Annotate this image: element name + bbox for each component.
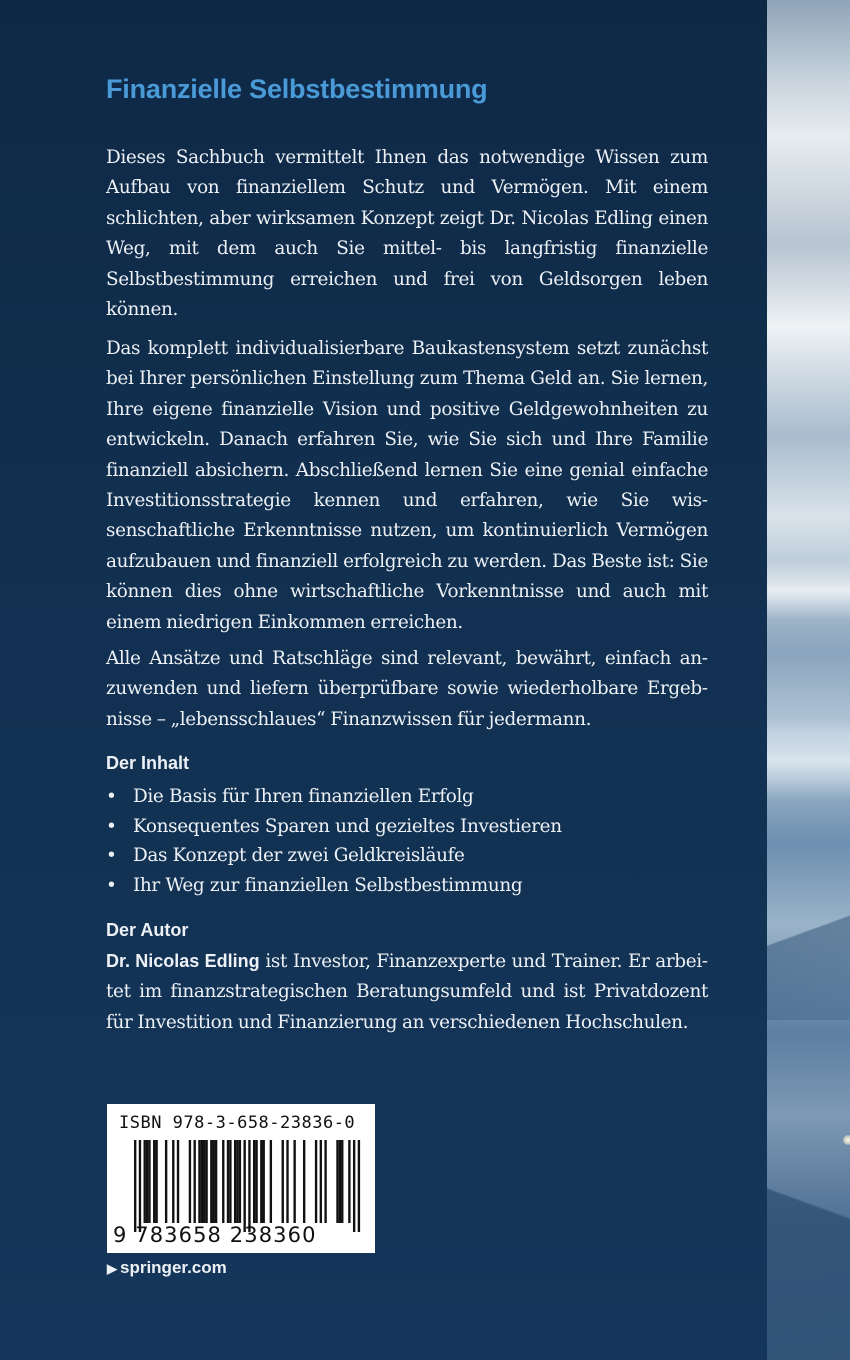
contents-item: • Konsequentes Sparen und gezieltes Investieren <box>106 812 708 842</box>
book-title: Finanzielle Selbstbestimmung <box>106 74 488 104</box>
barcode-bar <box>165 1140 167 1223</box>
barcode-bar <box>201 1140 203 1223</box>
barcode-bar <box>253 1140 255 1223</box>
author-bio <box>106 946 708 1038</box>
barcode-bar <box>222 1140 224 1223</box>
barcode-bar <box>236 1140 238 1223</box>
barcode-bar <box>234 1140 236 1223</box>
isbn-barcode <box>107 1104 375 1253</box>
barcode-bar <box>341 1140 343 1223</box>
barcode-bar <box>177 1140 179 1223</box>
publisher-url: springer.com <box>120 1258 227 1277</box>
barcode-bar <box>144 1140 146 1223</box>
bullet-icon: • <box>106 845 117 866</box>
author-bio-text: ist Investor, Finanzexperte und Trainer. Er arbeitet im finanzstrategischen Beratungsumfeld und ist Privatdozent für Investition und Finanzierung an verschiedenen Hochschulen. <box>106 951 708 1033</box>
barcode-bar <box>229 1140 231 1223</box>
barcode-bar <box>210 1140 212 1223</box>
barcode-bar <box>282 1140 284 1223</box>
barcode-bar <box>194 1140 196 1223</box>
contents-item: • Ihr Weg zur finanziellen Selbstbestimmung <box>106 871 708 901</box>
barcode-bar <box>172 1140 174 1223</box>
barcode-bar <box>205 1140 207 1223</box>
barcode-bar <box>134 1140 136 1232</box>
barcode-bar <box>243 1140 245 1232</box>
fog-layer <box>767 560 850 620</box>
barcode-bar <box>353 1140 355 1232</box>
barcode-bar <box>198 1140 200 1223</box>
contents-heading: Der Inhalt <box>106 753 190 773</box>
fog-layer <box>767 720 850 800</box>
barcode-bar <box>227 1140 229 1223</box>
barcode-bar <box>248 1140 250 1232</box>
barcode-bar <box>270 1140 272 1223</box>
barcode-bar <box>286 1140 288 1223</box>
barcode-bar <box>263 1140 265 1223</box>
isbn-label: ISBN 978-3-658-23836-0 <box>119 1113 356 1133</box>
blurb-paragraph-1: Dieses Sachbuch vermittelt Ihnen das notwendige Wissen zum Aufbau von finanziellem Schutz und Vermögen. Mit einem schlichten, aber wirksamen Konzept zeigt Dr. Nicolas Edling einen Weg, mit dem auch Sie mittel- bis langfristig finanzielle Selbstbestimmung erreichen und frei von Geldsorgen leben können. <box>106 147 708 321</box>
barcode-bar <box>155 1140 157 1223</box>
barcode-bar <box>189 1140 191 1223</box>
barcode-bar <box>315 1140 317 1223</box>
barcode-bar <box>339 1140 341 1223</box>
barcode-bar <box>153 1140 155 1223</box>
barcode-bar <box>324 1140 326 1223</box>
barcode-bar <box>213 1140 215 1223</box>
contents-item: • Das Konzept der zwei Geldkreisläufe <box>106 841 708 871</box>
author-name: Dr. Nicolas Edling <box>106 951 260 971</box>
barcode-bar <box>348 1140 350 1223</box>
sun-glow <box>843 1135 850 1145</box>
barcode-bar <box>260 1140 262 1223</box>
barcode-bar <box>215 1140 217 1223</box>
blurb-paragraph-2: Das komplett individualisierbare Baukastensystem setzt zunächst bei Ihrer persönlichen Einstellung zum Thema Geld an. Sie lernen, Ihre eigene finanzielle Vision und positive Geldgewohnheiten zu entwickeln. Danach erfahren Sie, wie Sie sich und Ihre Familie finanziell absichern. Abschließend lernen Sie eine genial einfache Investitionsstrategie kennen und erfahren, wie Sie wissenschaftliche Erkenntnisse nutzen, um kontinuierlich Vermögen aufzubauen und finanziell erfolgreich zu werden. Das Beste ist: Sie können dies ohne wirtschaftliche Vorkenntnisse und auch mit einem niedrigen Einkommen erreichen. <box>106 338 708 633</box>
mountain-ridge <box>767 900 850 1020</box>
barcode-bar <box>203 1140 205 1223</box>
barcode-bar <box>303 1140 305 1223</box>
barcode-bar <box>358 1140 360 1232</box>
barcode-bar <box>239 1140 241 1223</box>
mountain-ridge <box>767 1160 850 1360</box>
bullet-icon: • <box>106 874 117 896</box>
bullet-icon: • <box>106 786 117 807</box>
barcode-bar <box>146 1140 148 1223</box>
barcode-bar <box>320 1140 322 1223</box>
author-heading: Der Autor <box>106 920 189 940</box>
barcode-bar <box>336 1140 338 1223</box>
mountain-photo-strip <box>767 0 850 1360</box>
barcode-digits: 9 783658 238360 <box>113 1223 317 1247</box>
barcode-bar <box>148 1140 150 1223</box>
barcode-bar <box>293 1140 295 1223</box>
arrow-icon: ▶ <box>107 1261 117 1276</box>
bullet-icon: • <box>106 815 117 837</box>
contents-list <box>106 782 708 900</box>
blurb-paragraph-3: Alle Ansätze und Ratschläge sind relevant, bewährt, einfach anzuwenden und liefern überprüfbare sowie wiederholbare Ergebnisse – „lebensschlaues“ Finanzwissen für jedermann. <box>106 648 708 730</box>
barcode-bar <box>139 1140 141 1232</box>
barcode-bar <box>255 1140 257 1223</box>
contents-item: • Die Basis für Ihren finanziellen Erfolg <box>106 782 708 812</box>
publisher-link[interactable] <box>107 1258 227 1278</box>
